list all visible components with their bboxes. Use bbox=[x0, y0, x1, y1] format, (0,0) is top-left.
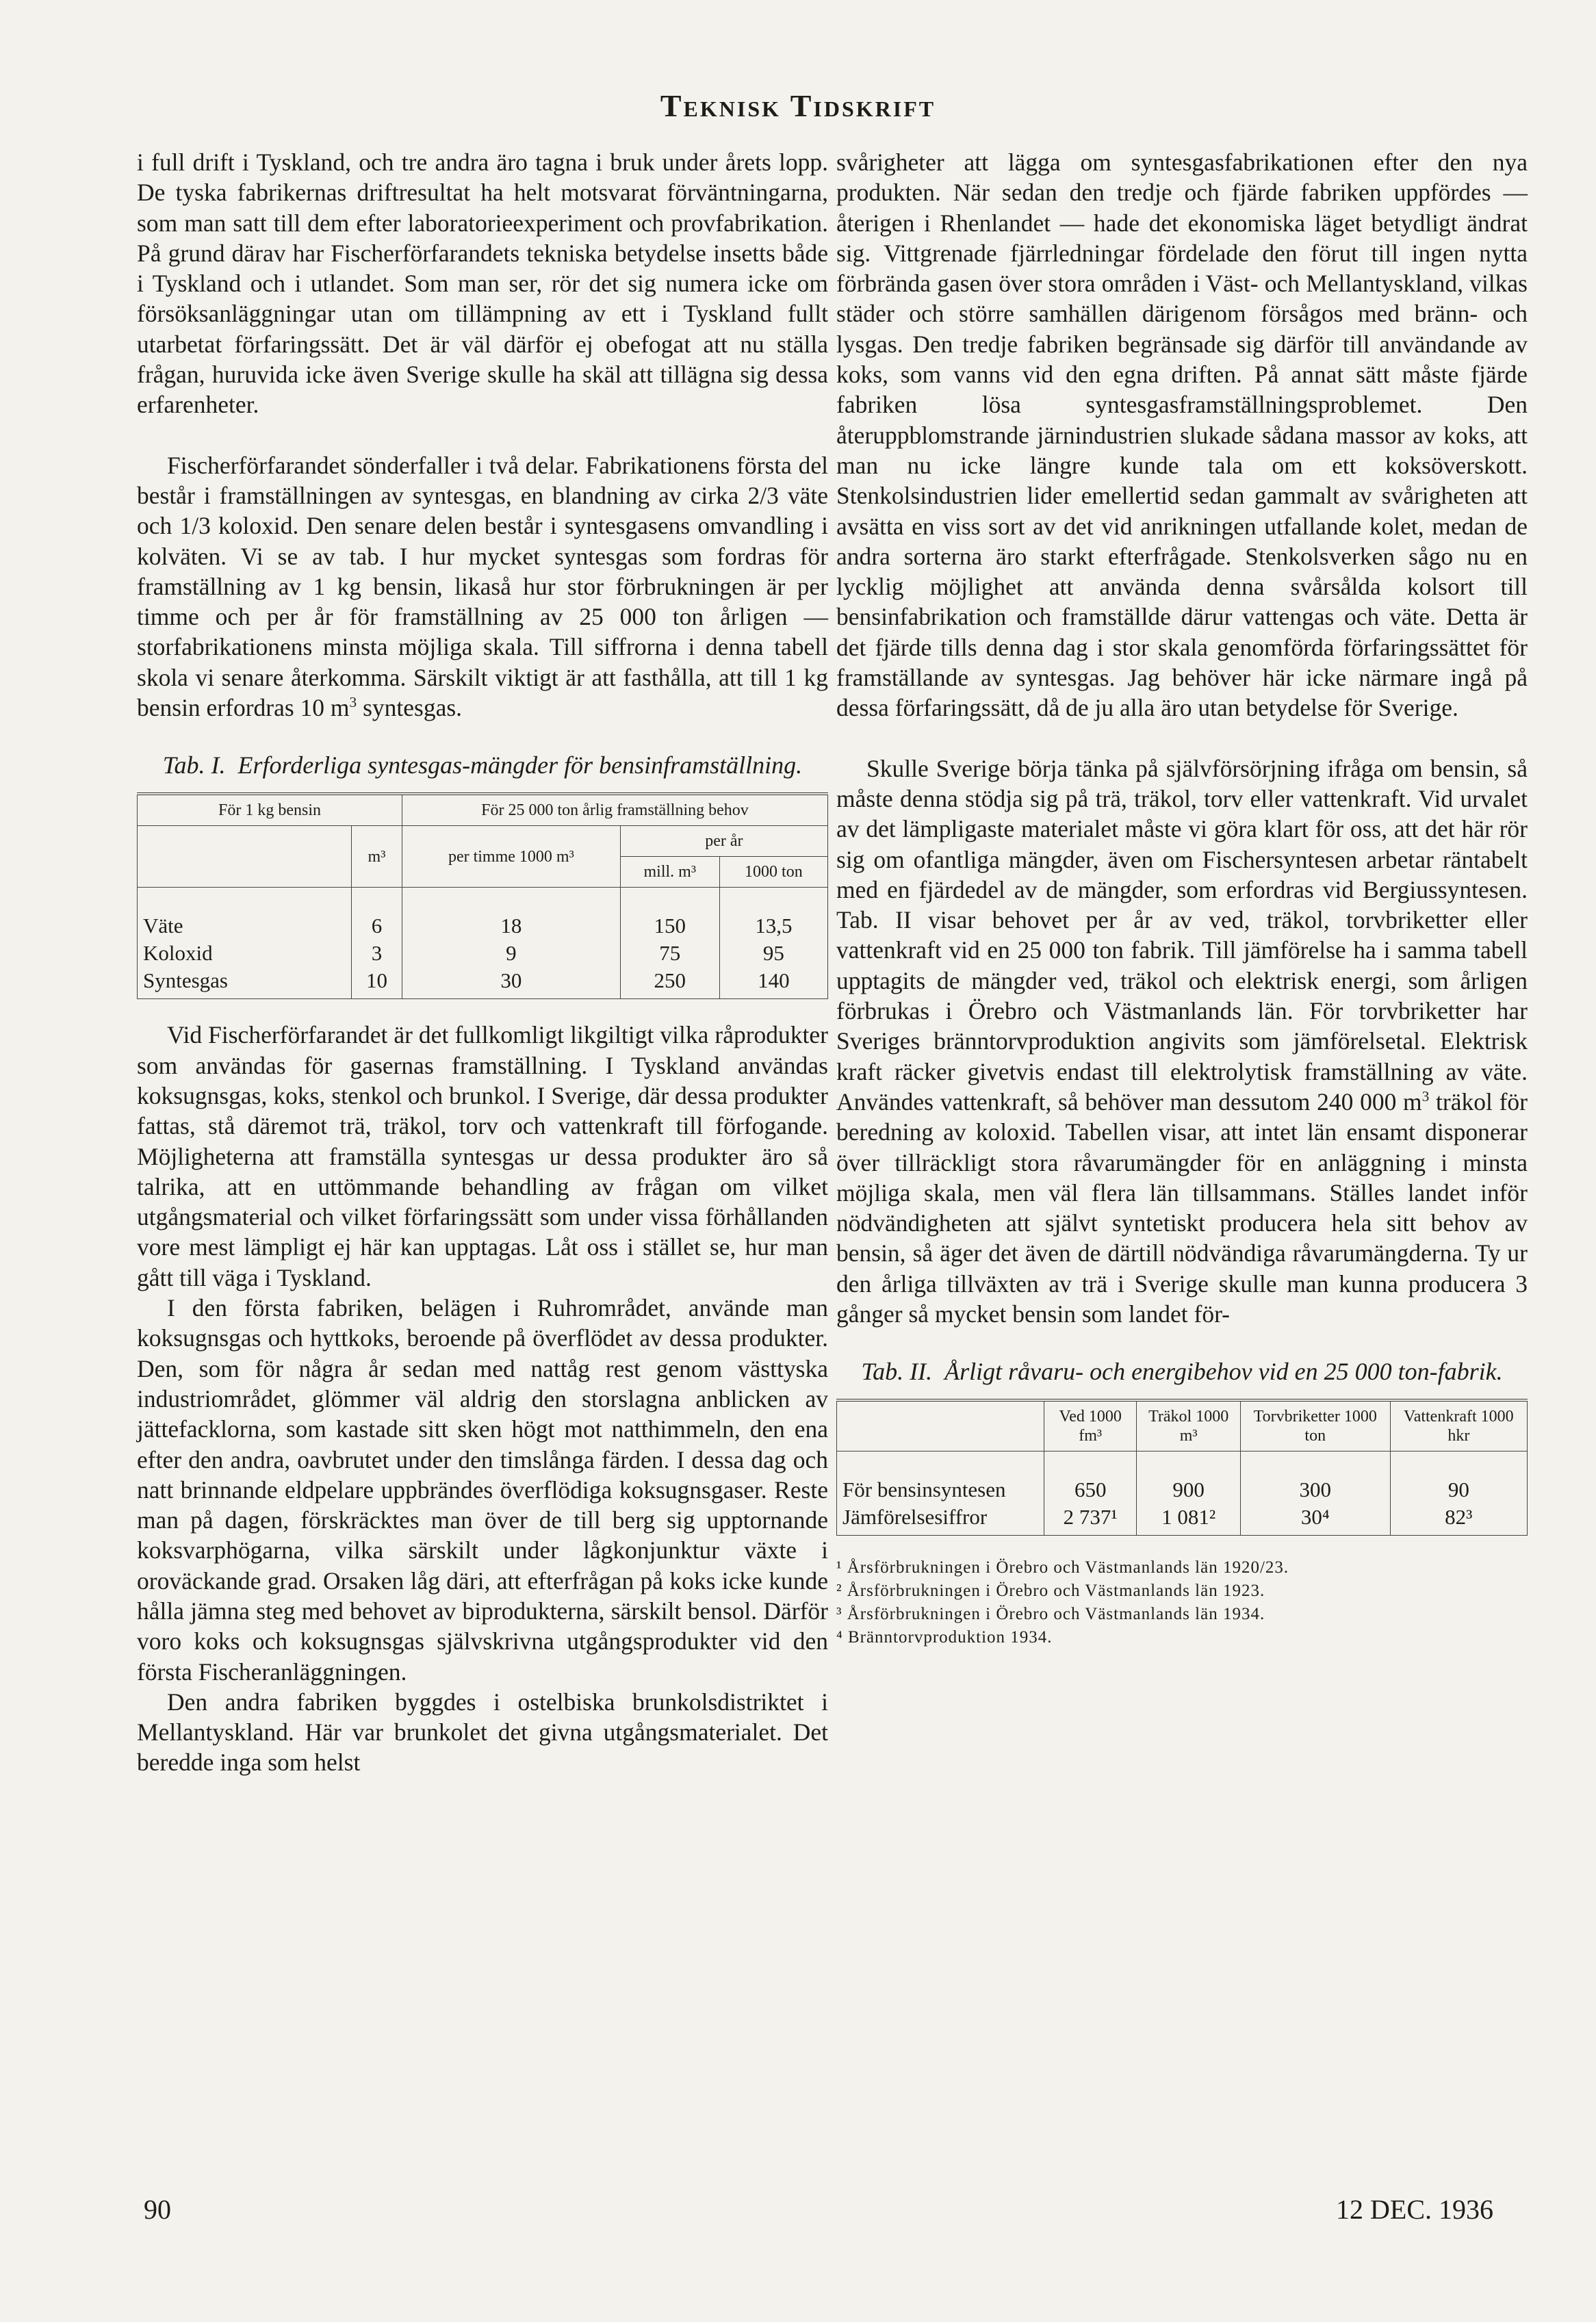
superscript: 3 bbox=[349, 694, 357, 711]
cell: 75 bbox=[620, 940, 719, 967]
table-row bbox=[837, 1452, 1528, 1504]
superscript: 3 bbox=[1421, 1088, 1430, 1105]
cell: 300 bbox=[1240, 1452, 1390, 1504]
paragraph: svårigheter att lägga om syntesgasfabrikationen efter den nya produkten. När sedan den tredje och fjärde fabriken uppfördes — återigen i Rhenlandet — hade det ekonomiska läget betydligt ändrat sig. Vittgrenade fjärrledningar fördelade den förut till ingen nytta förbrända gasen över stora områden i Väst- och Mellantyskland, vilkas städer och större samhällen därigenom försågos med bränn- och lysgas. Den tredje fabriken begränsade sig därför till användande av koks, som vanns vid den egna driften. På annat sätt måste fjärde fabriken lösa syntesgasframställningsproblemet. Den återuppblomstrande järnindustrien slukade sådana massor av koks, att man nu icke längre kunde tala om ett koksöverskott. Stenkolsindustrien lider emellertid sedan gammalt av svårigheten att avsätta en viss sort av det vid anrikningen utfallande kolet, medan de andra sorterna äro starkt efterfrågade. Stenkolsverken sågo nu en lycklig möjlighet att använda denna svårsålda kolsort till bensinfabrikation och framställde därur vattengas och väte. Detta är det fjärde tills denna dag i stor skala genomförda förfaringssättet för framställande av syntesgas. Jag behöver här icke närmare ingå på dessa förfaringssätt, då de ju alla äro utan betydelse för Sverige. bbox=[836, 149, 1528, 722]
table-caption bbox=[137, 750, 828, 780]
cell: 6 bbox=[352, 888, 402, 940]
header-cell: Torvbriketter 1000 ton bbox=[1240, 1400, 1390, 1452]
cell: 30 bbox=[402, 967, 620, 999]
footnote: ³ Årsförbrukningen i Örebro och Västmanlands län 1934. bbox=[836, 1605, 1265, 1624]
caption-prefix: Tab. II. bbox=[861, 1358, 933, 1386]
cell: 9 bbox=[402, 940, 620, 967]
issue-date: 12 DEC. 1936 bbox=[1336, 2194, 1493, 2225]
cell: Väte bbox=[138, 888, 352, 940]
text-run: Skulle Sverige börja tänka på självförsörjning ifråga om bensin, så måste denna stödja sig på trä, träkol, torv eller vattenkraft. Vid urvalet av det lämpligaste materialet måste vi göra klart för oss, att det här rör sig om ofantliga mängder, även om Fischersyntesen arbetar räntabelt med en fjärdedel av de mängder, som erfordras vid Bergiussyntesen. Tab. II visar behovet per år av ved, träkol, torvbriketter eller vattenkraft vid en 25 000 ton fabrik. Till jämförelse ha i samma tabell upptagits de mängder ved, träkol och elektrisk energi, som årligen förbrukas i Örebro och Västmanlands län. För torvbriketter har Sveriges bränntorvproduktion angivits som jämförelsetal. Elektrisk kraft räcker givetvis endast till elektrolytisk framställning av väte. Användes vattenkraft, så behöver man dessutom 240 000 m bbox=[836, 754, 1528, 1115]
table-syntesgas bbox=[137, 792, 828, 999]
paragraph: I den första fabriken, belägen i Ruhrområdet, använde man koksugnsgas och hyttkoks, beroende på överflödet av dessa produkter. Den, som för några år sedan med nattåg rest genom västtyska industriområdet, glömmer väl aldrig den storslagna anblicken av jättefacklorna, som kastade sitt sken högt mot natthimmeln, den ena efter den andra, oavbrutet under den timslånga färden. I dessa dag och natt brinnande eldpelare uppbrändes överflödiga koksugnsgaser. Reste man på dagen, förskräcktes man över de till berg sig upptornande koksvarphögarna, vilka särskilt under lågkonjunktur växte i oroväckande grad. Orsaken låg däri, att efterfrågan på koks icke kunde hålla jämna steg med behovet av biprodukterna, särskilt bensol. Därför voro koks och koksugnsgas självskrivna utgångsprodukter vid den första Fischeranläggningen. bbox=[137, 1294, 828, 1686]
table-footnotes bbox=[836, 1556, 1528, 1649]
cell: 140 bbox=[719, 967, 827, 999]
header-cell: per timme 1000 m³ bbox=[402, 826, 620, 888]
header-cell: För 25 000 ton årlig framställning behov bbox=[402, 794, 827, 826]
table-ravarubehov bbox=[836, 1399, 1528, 1536]
cell: 1 081² bbox=[1137, 1504, 1240, 1536]
cell: 30⁴ bbox=[1240, 1504, 1390, 1536]
paragraph: i full drift i Tyskland, och tre andra äro tagna i bruk under årets lopp. De tyska fabrikernas driftresultat ha helt motsvarat förväntningarna, som man satt till dem efter laboratorieexperiment och provfabrikation. På grund därav har Fischerförfarandets tekniska betydelse insetts både i Tyskland och i utlandet. Som man ser, rör det sig numera icke om försöksanläggningar utan om tillämpning av ett i Tyskland fullt utarbetat förfaringssätt. Det är väl därför ej obefogat att nu ställa frågan, huruvida icke även Sverige skulle ha skäl att tillägna sig dessa erfarenheter. bbox=[137, 149, 828, 419]
caption-text: Årligt råvaru- och energibehov vid en 25 000 ton-fabrik. bbox=[944, 1358, 1503, 1386]
fraction: 1/3 bbox=[179, 512, 211, 540]
cell: För bensinsyntesen bbox=[837, 1452, 1044, 1504]
text-run: koloxid. Den senare delen består i syntesgasens omvandling i kolväten. Vi se av tab. I hur mycket syntesgas som fordras för framställning av 1 kg bensin, likaså hur stor förbrukningen är per timme och per år för framställning av 25 000 ton årligen — storfabrikationens minsta möjliga skala. Till siffrorna i denna tabell skola vi senare återkomma. Särskilt viktigt är att fasthålla, att till 1 kg bensin erfordras 10 m bbox=[137, 512, 828, 722]
header-cell bbox=[138, 826, 352, 888]
text-run: syntesgas. bbox=[357, 694, 463, 722]
cell: 250 bbox=[620, 967, 719, 999]
paragraph bbox=[137, 450, 828, 723]
cell: 900 bbox=[1137, 1452, 1240, 1504]
footnote: ⁴ Bränntorvproduktion 1934. bbox=[836, 1628, 1053, 1647]
table-row bbox=[138, 888, 828, 940]
cell: 150 bbox=[620, 888, 719, 940]
table-row bbox=[138, 940, 828, 967]
footnote: ² Årsförbrukningen i Örebro och Västmanlands län 1923. bbox=[836, 1582, 1265, 1601]
text-run: träkol för beredning av koloxid. Tabellen visar, att intet län ensamt disponerar över tillräckligt stora råvarumängder för en anläggning i minsta möjliga skala, men väl flera län tillsammans. Ställes landet inför nödvändigheten att självt syntetiskt producera hela sitt behov av bensin, så äger det även de därtill nödvändiga råvarumängderna. Ty ur den årliga tillväxten av trä i Sverige skulle man kunna producera 3 gånger så mycket bensin som landet för- bbox=[836, 1087, 1528, 1328]
header-cell: Ved 1000 fm³ bbox=[1044, 1400, 1137, 1452]
cell: Jämförelsesiffror bbox=[837, 1504, 1044, 1536]
left-column bbox=[137, 147, 828, 1778]
header-cell: För 1 kg bensin bbox=[138, 794, 402, 826]
cell: 90 bbox=[1390, 1452, 1527, 1504]
caption-text: Erforderliga syntesgas-mängder för bensinframställning. bbox=[237, 751, 803, 779]
journal-title: Teknisk Tidskrift bbox=[660, 88, 936, 123]
cell: 18 bbox=[402, 888, 620, 940]
header-cell bbox=[837, 1400, 1044, 1452]
header-cell: mill. m³ bbox=[620, 857, 719, 888]
header-cell: per år bbox=[620, 826, 827, 857]
cell: 2 737¹ bbox=[1044, 1504, 1137, 1536]
cell: 95 bbox=[719, 940, 827, 967]
page-number: 90 bbox=[144, 2194, 171, 2225]
header-cell: Vattenkraft 1000 hkr bbox=[1390, 1400, 1527, 1452]
header-cell: m³ bbox=[352, 826, 402, 888]
caption-prefix: Tab. I. bbox=[162, 751, 226, 779]
right-column bbox=[836, 147, 1528, 1649]
table-row bbox=[138, 967, 828, 999]
cell: 13,5 bbox=[719, 888, 827, 940]
paragraph: Den andra fabriken byggdes i ostelbiska brunkolsdistriktet i Mellantyskland. Här var brunkolet det givna utgångsmaterialet. Det beredde inga som helst bbox=[137, 1688, 828, 1777]
cell: 82³ bbox=[1390, 1504, 1527, 1536]
table-row bbox=[837, 1504, 1528, 1536]
cell: 10 bbox=[352, 967, 402, 999]
text-run: Fischerförfarandet sönderfaller i två delar. Fabrikationens första del består i framställningen av syntesgas, en blandning av cirka bbox=[137, 451, 828, 509]
header-cell: Träkol 1000 m³ bbox=[1137, 1400, 1240, 1452]
footnote: ¹ Årsförbrukningen i Örebro och Västmanlands län 1920/23. bbox=[836, 1558, 1289, 1577]
cell: Syntesgas bbox=[138, 967, 352, 999]
paragraph: Vid Fischerförfarandet är det fullkomligt likgiltigt vilka råprodukter som användas för gasernas framställning. I Tyskland användas koksugnsgas, koks, stenkol och brunkol. I Sverige, där dessa produkter fattas, stå däremot trä, träkol, torv och vattenkraft till förfogande. Möjligheterna att framställa syntesgas ur dessa produkter äro så talrika, att en uttömmande behandling av frågan om vilket utgångsmaterial och vilket förfaringssätt som under vissa förhållanden vore mest lämpligt ej här kan upptagas. Låt oss i stället se, hur man gått till väga i Tyskland. bbox=[137, 1021, 828, 1291]
fraction: 2/3 bbox=[747, 481, 779, 509]
cell: Koloxid bbox=[138, 940, 352, 967]
header-cell: 1000 ton bbox=[719, 857, 827, 888]
text-run: väte och bbox=[137, 481, 828, 540]
table-caption bbox=[836, 1356, 1528, 1386]
cell: 3 bbox=[352, 940, 402, 967]
paragraph bbox=[836, 753, 1528, 1330]
cell: 650 bbox=[1044, 1452, 1137, 1504]
